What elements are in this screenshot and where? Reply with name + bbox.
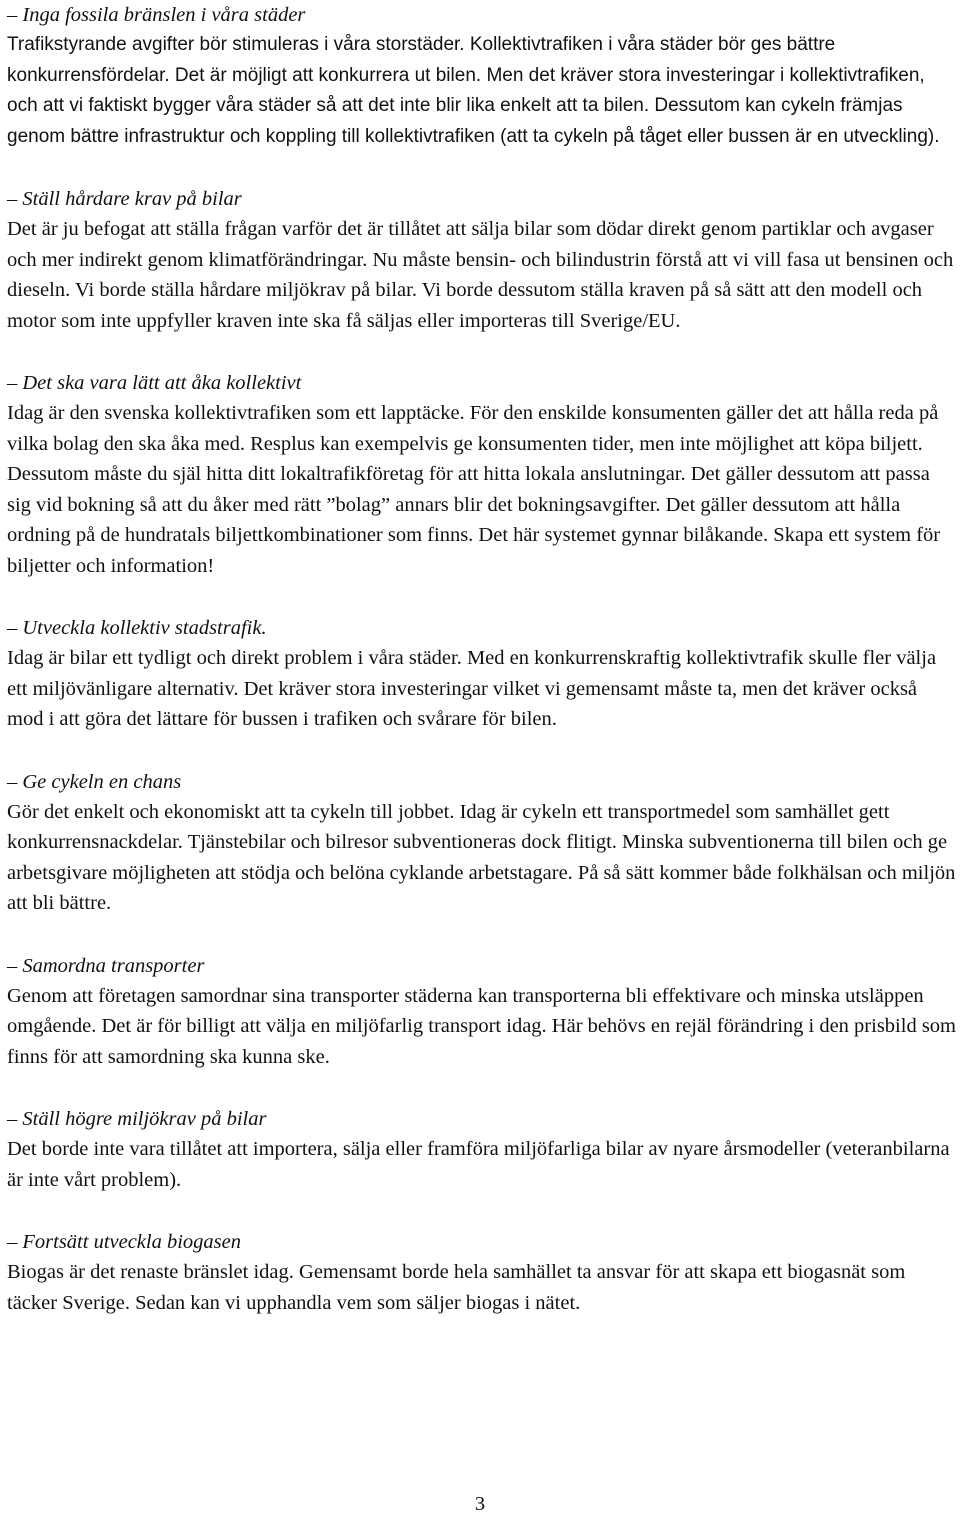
section-paragraph: Genom att företagen samordnar sina transporter städerna kan transporterna bli effektivare och minska utsläppen omgående. Det är för billigt att välja en miljöfarlig transport idag. Här behövs en rejäl förändring i den prisbild som finns för att samordning ska kunna ske. xyxy=(7,984,956,1068)
section-cycling xyxy=(7,767,957,919)
section-fossil-fuels xyxy=(7,0,957,152)
section-heading: – Inga fossila bränslen i våra städer xyxy=(7,4,306,26)
section-paragraph: Det är ju befogat att ställa frågan varför det är tillåtet att sälja bilar som dödar direkt genom partiklar och avgaser och mer indirekt genom klimatförändringar. Nu måste bensin- och bilindustrin förstå att vi vill fasa ut bensinen och dieseln. Vi borde ställa hårdare miljökrav på bilar. Vi borde dessutom ställa kraven på så sätt att den modell och motor som inte uppfyller kraven inte ska få säljas eller importeras till Sverige/EU. xyxy=(7,218,954,332)
section-easy-public-transport xyxy=(7,368,957,581)
section-paragraph: Idag är den svenska kollektivtrafiken som ett lapptäcke. För den enskilde konsumenten gäller det att hålla reda på vilka bolag den ska åka med. Resplus kan exempelvis ge konsumenten tider, men inte möjlighet att köpa biljett. Dessutom måste du själ hitta ditt lokaltrafikföretag för att hitta lokala anslutningar. Det gäller dessutom att passa sig vid bokning så att du åker med rätt ”bolag” annars blir det bokningsavgifter. Det gäller dessutom att hålla ordning på de hundratals biljettkombinationer som finns. Det här systemet gynnar bilåkande. Skapa ett system för biljetter och information! xyxy=(7,402,941,577)
section-heading: – Ställ hårdare krav på bilar xyxy=(7,188,242,210)
section-higher-environmental-requirements xyxy=(7,1104,957,1195)
section-car-requirements xyxy=(7,184,957,336)
section-heading: – Utveckla kollektiv stadstrafik. xyxy=(7,617,267,639)
section-heading: – Fortsätt utveckla biogasen xyxy=(7,1231,241,1253)
section-heading: – Det ska vara lätt att åka kollektivt xyxy=(7,372,302,394)
section-city-transit xyxy=(7,613,957,735)
section-paragraph: Gör det enkelt och ekonomiskt att ta cykeln till jobbet. Idag är cykeln ett transportmedel som samhället gett konkurrensnackdelar. Tjänstebilar och bilresor subventioneras dock flitigt. Minska subventionerna till bilen och ge arbetsgivare möjligheten att stödja och belöna cyklande arbetstagare. På så sätt kommer både folkhälsan och miljön att bli bättre. xyxy=(7,800,956,914)
section-heading: – Ge cykeln en chans xyxy=(7,770,182,793)
section-heading: – Samordna transporter xyxy=(7,954,205,977)
page-number: 3 xyxy=(474,1493,486,1515)
section-paragraph: Idag är bilar ett tydligt och direkt problem i våra städer. Med en konkurrenskraftig kollektivtrafik skulle fler välja ett miljövänligare alternativ. Det kräver stora investeringar vilket vi gemensamt måste ta, men det kräver också mod i att göra det lättare för bussen i trafiken och svårare för bilen. xyxy=(7,647,937,730)
section-paragraph: Biogas är det renaste bränslet idag. Gemensamt borde hela samhället ta ansvar för att skapa ett biogasnät som täcker Sverige. Sedan kan vi upphandla vem som säljer biogas i nätet. xyxy=(7,1261,906,1314)
document-body xyxy=(7,0,957,1350)
section-heading: – Ställ högre miljökrav på bilar xyxy=(7,1108,267,1130)
section-paragraph: Trafikstyrande avgifter bör stimuleras i våra storstäder. Kollektivtrafiken i våra städer bör ges bättre konkurrensfördelar. Det är möjligt att konkurrera ut bilen. Men det kräver stora investeringar i kollektivtrafiken, och att vi faktiskt bygger våra städer så att det inte blir lika enkelt att ta bilen. Dessutom kan cykeln främjas genom bättre infrastruktur och koppling till kollektivtrafiken (att ta cykeln på tåget eller bussen är en utveckling). xyxy=(7,34,940,147)
section-coordinate-transports xyxy=(7,951,957,1073)
section-biogas xyxy=(7,1227,957,1318)
section-paragraph: Det borde inte vara tillåtet att importera, sälja eller framföra miljöfarliga bilar av nyare årsmodeller (veteranbilarna är inte vårt problem). xyxy=(7,1138,950,1191)
